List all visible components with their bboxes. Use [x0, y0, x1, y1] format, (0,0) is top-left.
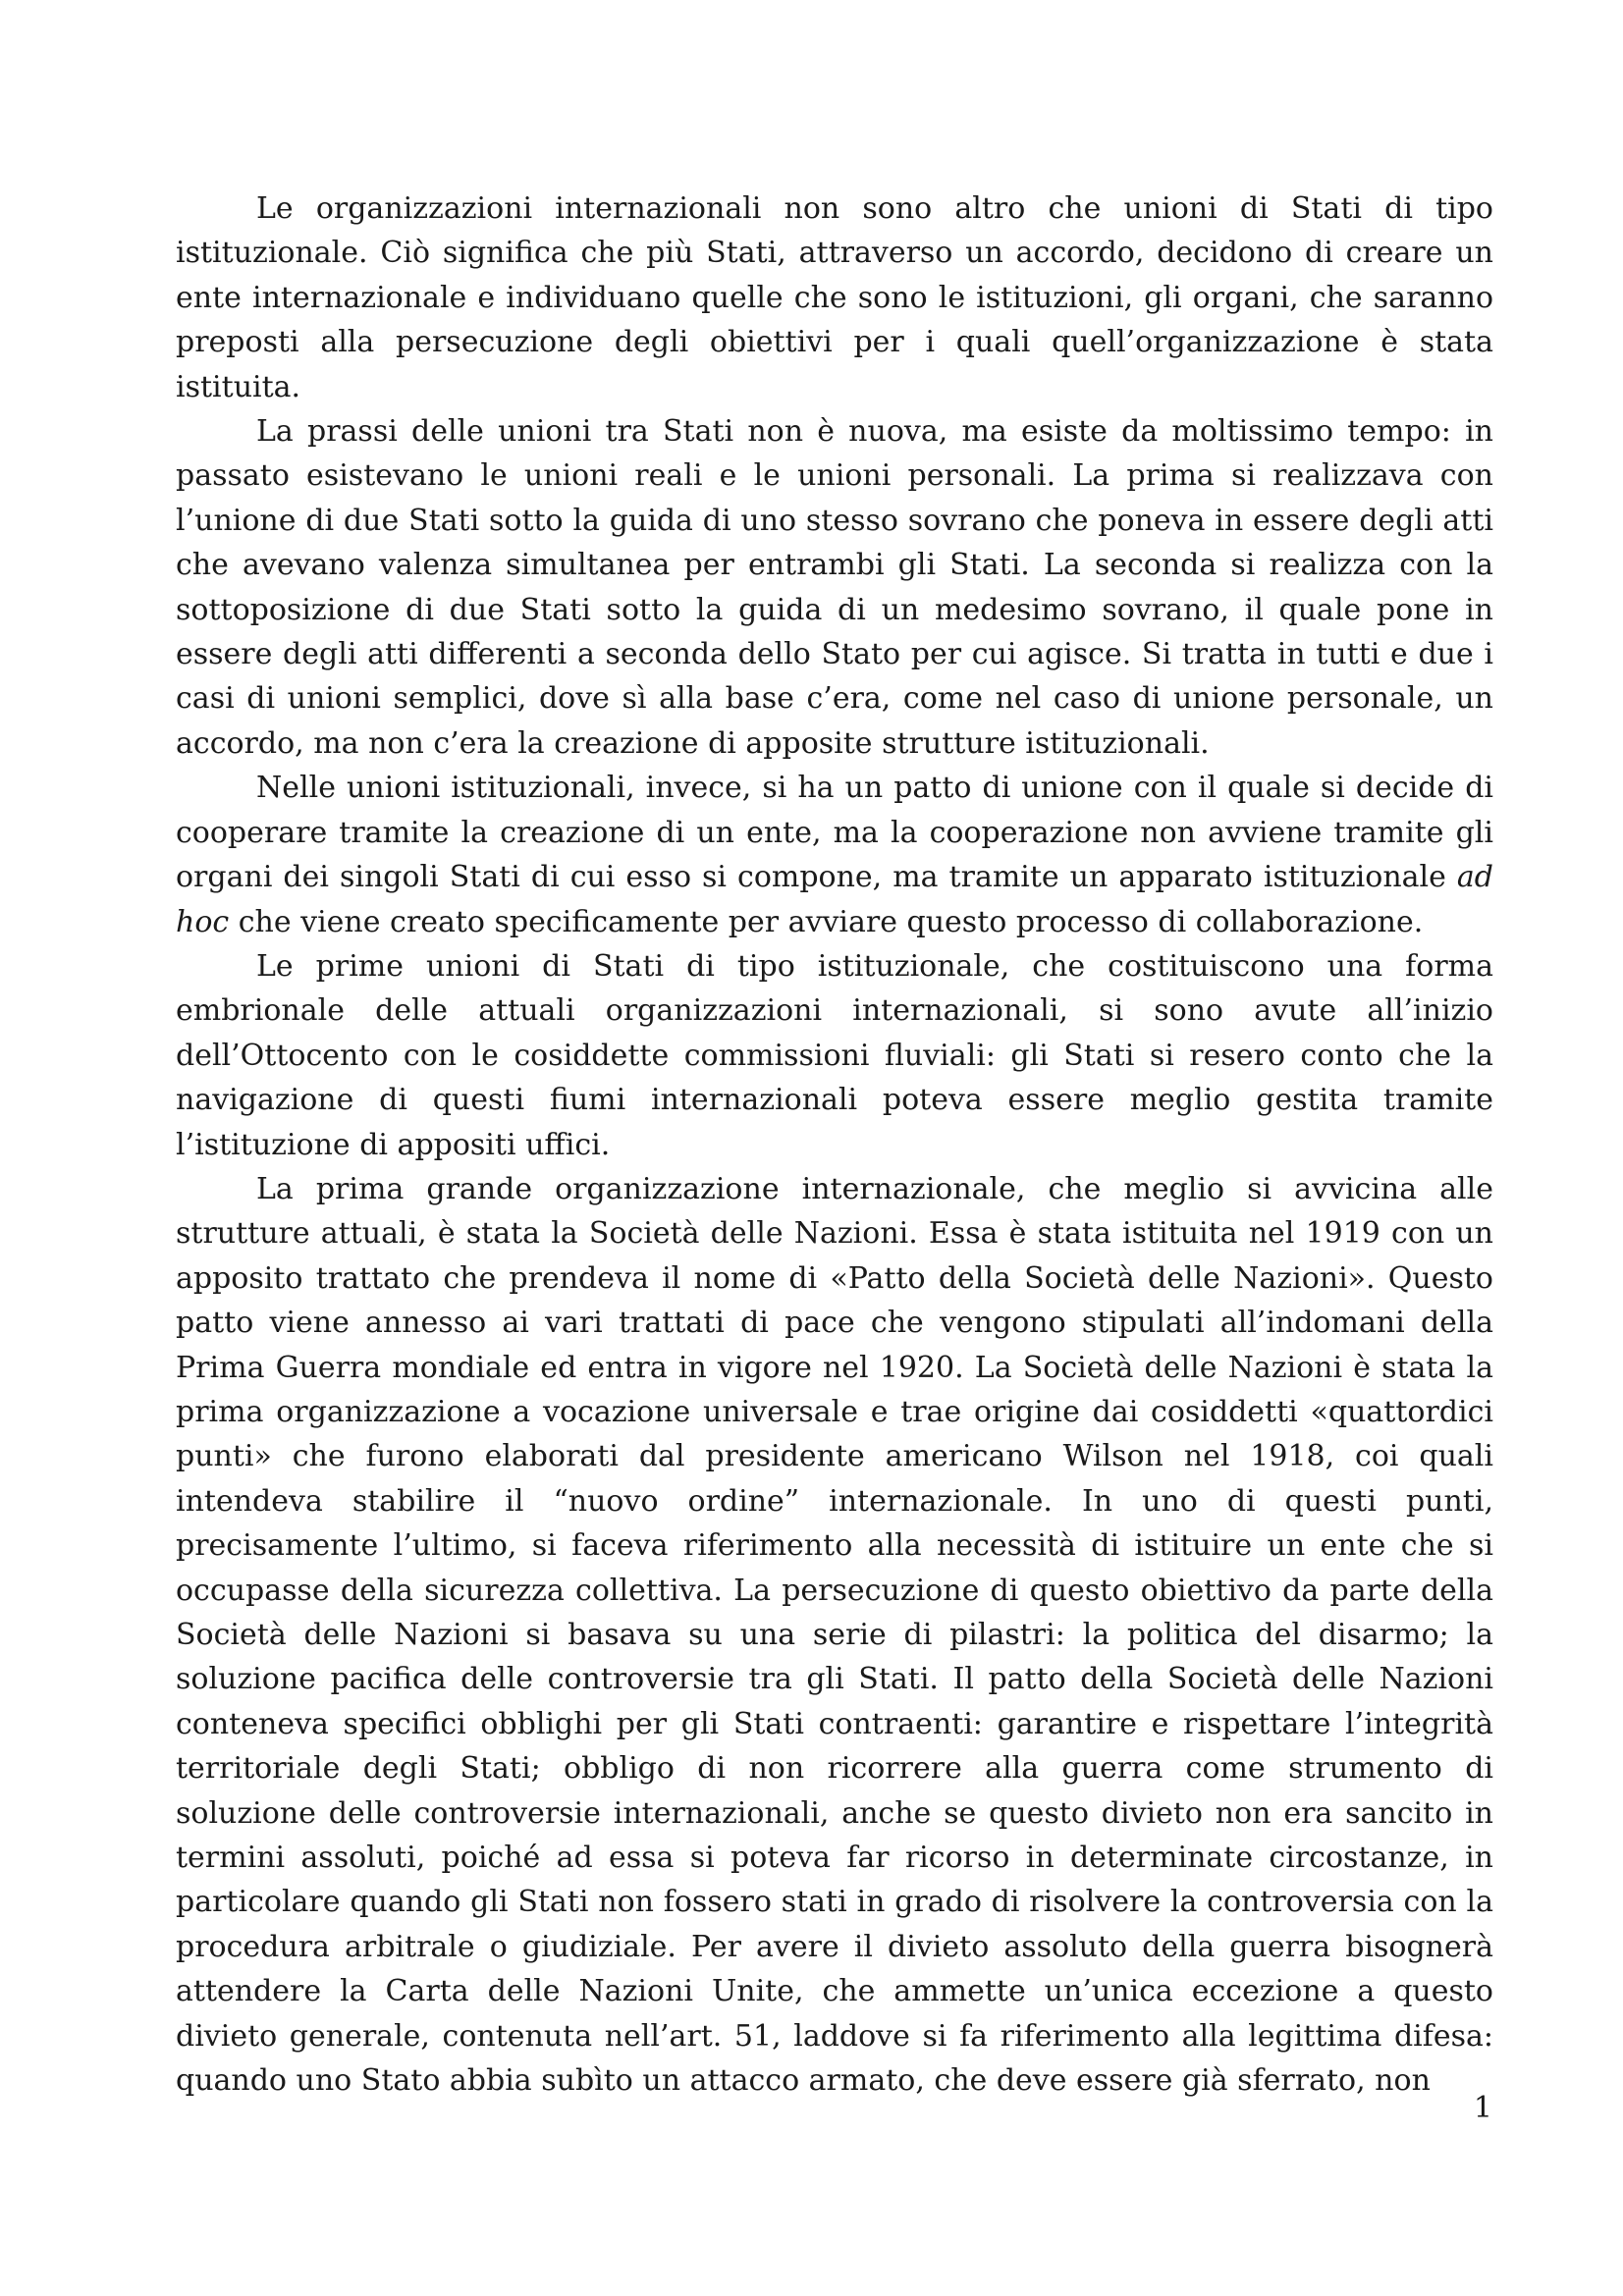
- paragraph-3-text-before: Nelle unioni istituzionali, invece, si ha un patto di unione con il quale si decide di cooperare tramite la creazione di un ente, ma la cooperazione non avviene tramite gli organi dei singoli Stati di cui esso si compone, ma tramite un apparato istituzionale: [176, 771, 1493, 895]
- paragraph-2: La prassi delle unioni tra Stati non è nuova, ma esiste da moltissimo tempo: in passato esistevano le unioni reali e le unioni personali. La prima si realizzava con l’unione di due Stati sotto la guida di uno stesso sovrano che poneva in essere degli atti che avevano valenza simultanea per entrambi gli Stati. La seconda si realizza con la sottoposizione di due Stati sotto la guida di un medesimo sovrano, il quale pone in essere degli atti differenti a seconda dello Stato per cui agisce. Si tratta in tutti e due i casi di unioni semplici, dove sì alla base c’era, come nel caso di unione personale, un accordo, ma non c’era la creazione di apposite strutture istituzionali.: [176, 414, 1493, 761]
- paragraph-3-text-after: che viene creato specificamente per avviare questo processo di collaborazione.: [229, 904, 1424, 939]
- paragraph-3-italic-term: ad hoc: [176, 860, 1493, 939]
- paragraph-4: Le prime unioni di Stati di tipo istituzionale, che costituiscono una forma embrionale delle attuali organizzazioni internazionali, si sono avute all’inizio dell’Ottocento con le cosiddette commissioni fluviali: gli Stati si resero conto che la navigazione di questi fiumi internazionali poteva essere meglio gestita tramite l’istituzione di appositi uffici.: [176, 948, 1493, 1162]
- paragraph-3: [176, 766, 1493, 944]
- paragraph-5: La prima grande organizzazione internazionale, che meglio si avvicina alle strutture attuali, è stata la Società delle Nazioni. Essa è stata istituita nel 1919 con un apposito trattato che prendeva il nome di «Patto della Società delle Nazioni». Questo patto viene annesso ai vari trattati di pace che vengono stipulati all’indomani della Prima Guerra mondiale ed entra in vigore nel 1920. La Società delle Nazioni è stata la prima organizzazione a vocazione universale e trae origine dai cosiddetti «quattordici punti» che furono elaborati dal presidente americano Wilson nel 1918, coi quali intendeva stabilire il “nuovo ordine” internazionale. In uno di questi punti, precisamente l’ultimo, si faceva riferimento alla necessità di istituire un ente che si occupasse della sicurezza collettiva. La persecuzione di questo obiettivo da parte della Società delle Nazioni si basava su una serie di pilastri: la politica del disarmo; la soluzione pacifica delle controversie tra gli Stati. Il patto della Società delle Nazioni conteneva specifici obblighi per gli Stati contraenti: garantire e rispettare l’integrità territoriale degli Stati; obbligo di non ricorrere alla guerra come strumento di soluzione delle controversie internazionali, anche se questo divieto non era sancito in termini assoluti, poiché ad essa si poteva far ricorso in determinate circostanze, in particolare quando gli Stati non fossero stati in grado di risolvere la controversia con la procedura arbitrale o giudiziale. Per avere il divieto assoluto della guerra bisognerà attendere la Carta delle Nazioni Unite, che ammette un’unica eccezione a questo divieto generale, contenuta nell’art. 51, laddove si fa riferimento alla legittima difesa: quando uno Stato abbia subìto un attacco armato, che deve essere già sferrato, non: [176, 1171, 1493, 2099]
- document-body: [176, 187, 1493, 2103]
- paragraph-1: Le organizzazioni internazionali non sono altro che unioni di Stati di tipo istituzionale. Ciò significa che più Stati, attraverso un accordo, decidono di creare un ente internazionale e individuano quelle che sono le istituzioni, gli organi, che saranno preposti alla persecuzione degli obiettivi per i quali quell’organizzazione è stata istituita.: [176, 191, 1493, 404]
- page-number: 1: [1473, 2091, 1492, 2125]
